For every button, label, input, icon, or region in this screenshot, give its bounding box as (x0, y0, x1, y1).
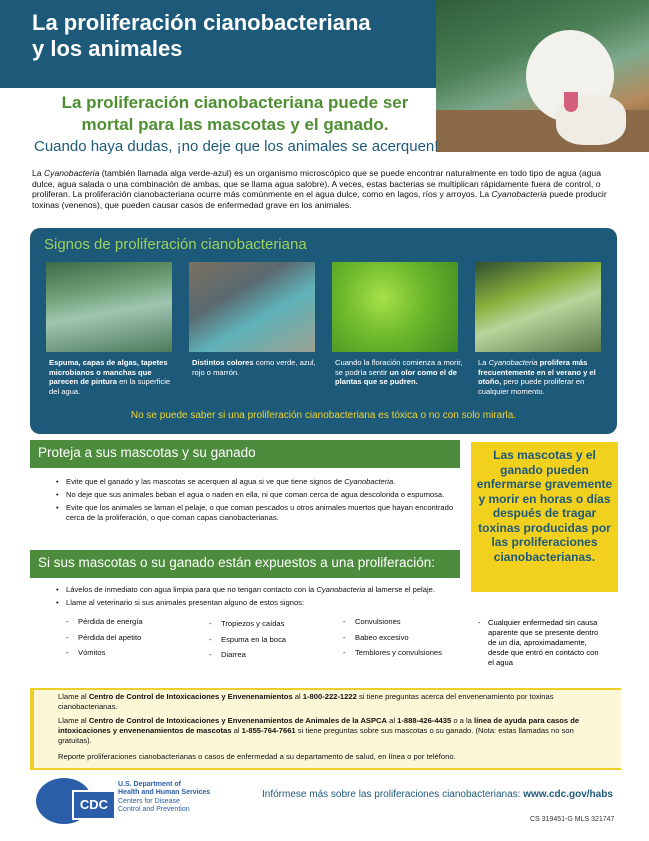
learn-more-line: Infórmese más sobre las proliferaciones cianobacterianas: www.cdc.gov/habs (262, 789, 613, 800)
caution-line: Cuando haya dudas, ¡no deje que los animales se acerquen! (34, 138, 439, 155)
symptom: - Babeo excesivo (343, 630, 442, 646)
list-item: • Lávelos de inmediato con agua limpia para que no tengan contacto con la Cyanobacteria al lamerse el pelaje. (56, 585, 616, 595)
contact-aspca: Llame al Centro de Control de Intoxicaciones y Envenenamientos de Animales de la ASPCA al 1-888-426-4435 o a la línea de ayuda para casos de intoxicaciones y envenenamientos de mascotas al 1-855-764-7661 si tiene preguntas sobre sus mascotas o su ganado. (Nota: estas llamadas no son gratuitas). (58, 716, 580, 745)
list-item: • Llame al veterinario si sus animales presentan alguno de estos signos: (56, 598, 616, 608)
sign-caption-4: La Cyanobacteria prolifera más frecuentemente en el verano y el otoño, pero puede proliferar en cualquier momento. (478, 358, 596, 396)
document-codes: CS 319451-G MLS 321747 (530, 816, 615, 823)
protect-list (56, 477, 456, 526)
symptom: - Espuma en la boca (209, 632, 286, 648)
contact-report: Reporte proliferaciones cianobacterianas o casos de enfermedad a su departamento de salud, en línea o por teléfono. (58, 752, 456, 761)
dog-tongue (564, 92, 578, 112)
symptom: - Convulsiones (343, 614, 442, 630)
symptom: - Pérdida del apetito (66, 630, 143, 646)
agency-names: U.S. Department of Health and Human Services Centers for Disease Control and Prevention (118, 781, 211, 814)
list-item: • Evite que el ganado y las mascotas se acerquen al agua si ve que tiene signos de Cyanobacteria. (56, 477, 456, 487)
symptom: - Vómitos (66, 645, 143, 661)
river-bloom-photo (475, 262, 601, 352)
cdc-logo: CDC (72, 790, 116, 820)
sign-caption-2: Distintos colores como verde, azul, rojo o marrón. (192, 358, 316, 377)
symptoms-col-4 (478, 618, 603, 668)
symptoms-col-3 (343, 614, 442, 661)
protect-title: Proteja a sus mascotas y su ganado (38, 445, 256, 460)
symptom: - Tropiezos y caídas (209, 616, 286, 632)
symptoms-col-2 (209, 616, 286, 663)
sign-caption-3: Cuando la floración comienza a morir, se podría sentir un olor como el de plantas que se pudren. (335, 358, 463, 387)
colored-rocks-photo (189, 262, 315, 352)
sign-caption-1: Espuma, capas de algas, tapetes microbianos o manchas que parecen de pintura en la superficie del agua. (49, 358, 171, 396)
symptom: - Cualquier enfermedad sin causa aparente que se presente dentro de un día, aproximadamente, desde que entró en contacto con el agua (478, 618, 603, 668)
exposed-title: Si sus mascotas o su ganado están expuestos a una proliferación: (38, 555, 435, 570)
symptoms-col-1 (66, 614, 143, 661)
subtitle: La proliferación cianobacteriana puede ser mortal para las mascotas y el ganado. (61, 93, 409, 134)
intro-paragraph: La Cyanobacteria (también llamada alga verde-azul) es un organismo microscópico que se puede encontrar naturalmente en todo tipo de agua (agua dulce, agua salada o una combinación de ambas, que se llama agua salobre). A veces, estas bacterias se multiplican rápidamente fuera de control, o proliferan. La proliferación cianobacteriana ocurre más comúnmente en el agua dulce, como en lagos, ríos y arroyos. La Cyanobacteria puede producir toxinas (venenos), que pueden causar casos de enfermedad grave en los animales. (32, 168, 607, 210)
symptom: - Pérdida de energía (66, 614, 143, 630)
symptom: - Temblores y convulsiones (343, 645, 442, 661)
hero-dog-photo (436, 0, 649, 152)
page-title: La proliferación cianobacteriana y los animales (32, 10, 371, 61)
signs-title: Signos de proliferación cianobacteriana (44, 236, 307, 253)
green-scum-photo (332, 262, 458, 352)
exposed-list (56, 585, 616, 611)
contact-poison-control: Llame al Centro de Control de Intoxicaciones y Envenenamientos al 1-800-222-1222 si tiene preguntas acerca del envenenamiento por toxinas cianobacterianas. (58, 692, 554, 711)
symptom: - Diarrea (209, 647, 286, 663)
foam-water-photo (46, 262, 172, 352)
list-item: • No deje que sus animales beban el agua o naden en ella, ni que coman cerca de agua descolorida o espumosa. (56, 490, 456, 500)
toxicity-warning: No se puede saber si una proliferación cianobacteriana es tóxica o no con solo mirarla. (130, 410, 517, 421)
habs-link[interactable]: www.cdc.gov/habs (523, 789, 613, 800)
callout-text: Las mascotas y el ganado pueden enfermarse gravemente y morir en horas o días después de tragar toxinas producidas por las proliferaciones cianobacterianas. (476, 448, 613, 564)
list-item: • Evite que los animales se laman el pelaje, o que coman pescados u otros animales muertos que hayan encontrado cerca de la proliferación, o que coman capas cianobacterianas. (56, 503, 456, 523)
